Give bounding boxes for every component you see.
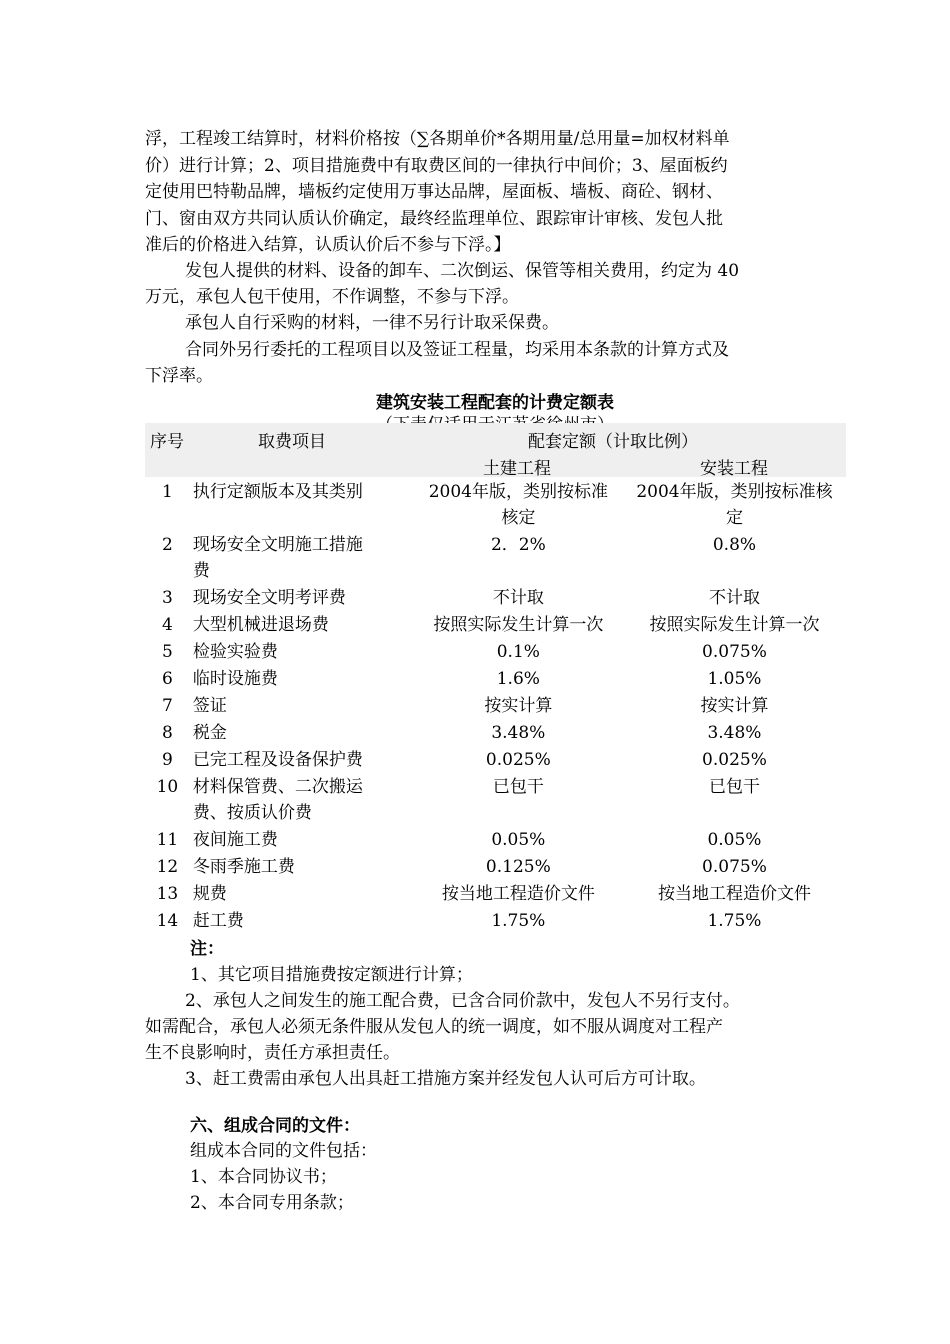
table-row [145,826,846,853]
row-civil-rate-line: 0.025% [485,750,551,770]
row-civil-rate-line: 0.125% [485,857,551,877]
row-civil-rate [414,531,623,584]
row-install-rate-line: 按当地工程造价文件 [657,884,811,904]
row-item-line: 签证 [192,696,227,716]
row-item-line: 现场安全文明考评费 [192,588,346,608]
row-number: 9 [162,750,173,770]
row-number: 5 [162,642,173,662]
row-install-rate [623,880,846,907]
row-install-rate-line: 1.05% [707,669,762,689]
row-civil-rate [414,826,623,853]
row-install-rate-line: 0.075% [702,857,767,877]
para-extra-line-1: 合同外另行委托的工程项目以及签证工程量，均采用本条款的计算方式及 [185,340,729,360]
row-install-rate [623,746,846,773]
row-item [190,478,414,531]
row-number: 8 [162,723,173,743]
row-install-rate-line: 定 [725,508,743,528]
row-number: 3 [162,588,173,608]
note-1: 1、其它项目措施费按定额进行计算； [190,965,473,985]
row-civil-rate [414,853,623,880]
row-item-line: 现场安全文明施工措施 [192,535,363,555]
table-title: 建筑安装工程配套的计费定额表 [376,393,614,413]
row-civil-rate-line: 核定 [501,508,536,528]
row-install-rate-line: 1.75% [707,911,762,931]
row-item-line: 已完工程及设备保护费 [192,750,363,770]
intro-line-2: 价）进行计算；2、项目措施费中有取费区间的一律执行中间价；3、屋面板约 [145,156,728,176]
section-6-heading: 六、组成合同的文件： [190,1116,360,1136]
row-number: 11 [156,830,179,850]
row-item [190,907,414,934]
row-install-rate [623,826,846,853]
row-civil-rate-line: 1.75% [491,911,546,931]
row-item-line: 材料保管费、二次搬运 [192,777,363,797]
row-install-rate [623,773,846,826]
row-install-rate [623,719,846,746]
row-number: 1 [162,482,173,502]
intro-line-4: 门、窗由双方共同认质认价确定，最终经监理单位、跟踪审计审核、发包人批 [145,209,723,229]
row-number: 6 [162,669,173,689]
section-6-intro: 组成本合同的文件包括： [190,1141,377,1161]
note-2-line-2: 如需配合，承包人必须无条件服从发包人的统一调度，如不服从调度对工程产 [145,1017,723,1037]
row-civil-rate [414,907,623,934]
row-install-rate [623,692,846,719]
intro-line-1: 浮，工程竣工结算时，材料价格按（∑各期单价*各期用量/总用量=加权材料单 [145,129,730,149]
row-item-line: 临时设施费 [192,669,278,689]
row-install-rate-line: 按照实际发生计算一次 [649,615,820,635]
row-install-rate-line: 按实计算 [700,696,769,716]
note-3: 3、赶工费需由承包人出具赶工措施方案并经发包人认可后方可计取。 [185,1069,706,1089]
header-group: 配套定额（计取比例） [528,432,698,452]
row-install-rate-line: 不计取 [708,588,760,608]
row-civil-rate [414,773,623,826]
intro-line-3: 定使用巴特勒品牌，墙板约定使用万事达品牌，屋面板、墙板、商砼、钢材、 [145,182,723,202]
row-civil-rate-line: 按照实际发生计算一次 [433,615,604,635]
row-civil-rate [414,692,623,719]
row-item-line: 规费 [192,884,227,904]
para-extra-line-2: 下浮率。 [145,366,213,386]
row-civil-rate-line: 按当地工程造价文件 [441,884,595,904]
header-civil: 土建工程 [483,459,551,479]
row-install-rate [623,584,846,611]
table-row [145,746,846,773]
row-number: 2 [162,535,173,555]
row-item [190,773,414,826]
row-install-rate [623,665,846,692]
row-item-line: 夜间施工费 [192,830,278,850]
row-install-rate [623,853,846,880]
row-item-line: 冬雨季施工费 [192,857,295,877]
row-civil-rate [414,746,623,773]
row-install-rate-line: 0.8% [712,535,757,555]
row-civil-rate [414,719,623,746]
row-item-line: 税金 [192,723,227,743]
row-install-rate-line: 0.05% [707,830,762,850]
section-6-item-2: 2、本合同专用条款； [190,1193,354,1213]
row-civil-rate [414,584,623,611]
row-item-line: 检验实验费 [192,642,278,662]
row-install-rate [623,638,846,665]
row-item-line: 赶工费 [192,911,244,931]
row-civil-rate [414,880,623,907]
table-row [145,692,846,719]
row-item [190,853,414,880]
row-install-rate-line: 0.075% [702,642,767,662]
row-item-line: 费、按质认价费 [192,803,312,823]
row-civil-rate [414,665,623,692]
row-number: 10 [156,777,179,797]
row-install-rate [623,478,846,531]
row-number: 7 [162,696,173,716]
table-row [145,584,846,611]
row-install-rate [623,611,846,638]
row-civil-rate-line: 0.1% [496,642,540,662]
row-civil-rate-line: 3.48% [491,723,546,743]
row-install-rate-line: 0.025% [702,750,767,770]
note-2-line-1: 2、承包人之间发生的施工配合费，已含合同价款中，发包人不另行支付。 [185,991,740,1011]
table-row [145,773,846,826]
header-item: 取费项目 [258,432,326,452]
row-civil-rate-line: 2．2% [490,535,546,555]
row-install-rate-line: 2004年版，类别按标准核 [636,482,833,502]
table-row [145,719,846,746]
row-number: 4 [162,615,173,635]
row-number: 12 [156,857,179,877]
row-item [190,692,414,719]
row-number: 14 [156,911,179,931]
row-item [190,584,414,611]
table-row [145,665,846,692]
row-install-rate-line: 3.48% [707,723,762,743]
row-civil-rate-line: 按实计算 [484,696,553,716]
row-item [190,638,414,665]
table-header [145,423,846,477]
row-install-rate [623,531,846,584]
row-item [190,531,414,584]
row-item [190,611,414,638]
row-civil-rate [414,478,623,531]
row-install-rate [623,907,846,934]
table-row [145,907,846,934]
notes-label: 注： [190,939,224,959]
para-unloading-line-1: 发包人提供的材料、设备的卸车、二次倒运、保管等相关费用，约定为 40 [185,261,740,281]
row-item [190,826,414,853]
row-item-line: 执行定额版本及其类别 [192,482,363,502]
row-number: 13 [156,884,179,904]
row-civil-rate-line: 0.05% [491,830,546,850]
para-self-purchase: 承包人自行采购的材料，一律不另行计取采保费。 [185,313,559,333]
row-install-rate-line: 已包干 [708,777,760,797]
row-item [190,665,414,692]
row-item [190,746,414,773]
para-unloading-line-2: 万元，承包人包干使用，不作调整，不参与下浮。 [145,287,519,307]
row-item-line: 费 [192,561,210,581]
table-row [145,638,846,665]
row-item-line: 大型机械进退场费 [192,615,329,635]
row-civil-rate-line: 不计取 [492,588,544,608]
row-civil-rate-line: 2004年版，类别按标准 [428,482,608,502]
header-no: 序号 [150,432,184,452]
section-6-item-1: 1、本合同协议书； [190,1167,337,1187]
row-civil-rate [414,638,623,665]
header-install: 安装工程 [700,459,768,479]
fee-table [145,478,846,934]
note-2-line-3: 生不良影响时，责任方承担责任。 [145,1043,400,1063]
row-item [190,880,414,907]
intro-line-5: 准后的价格进入结算，认质认价后不参与下浮。】 [145,235,511,255]
row-civil-rate-line: 1.6% [496,669,540,689]
row-item [190,719,414,746]
table-row [145,880,846,907]
row-civil-rate-line: 已包干 [492,777,544,797]
table-row [145,531,846,584]
table-row [145,478,846,531]
table-row [145,611,846,638]
table-row [145,853,846,880]
row-civil-rate [414,611,623,638]
